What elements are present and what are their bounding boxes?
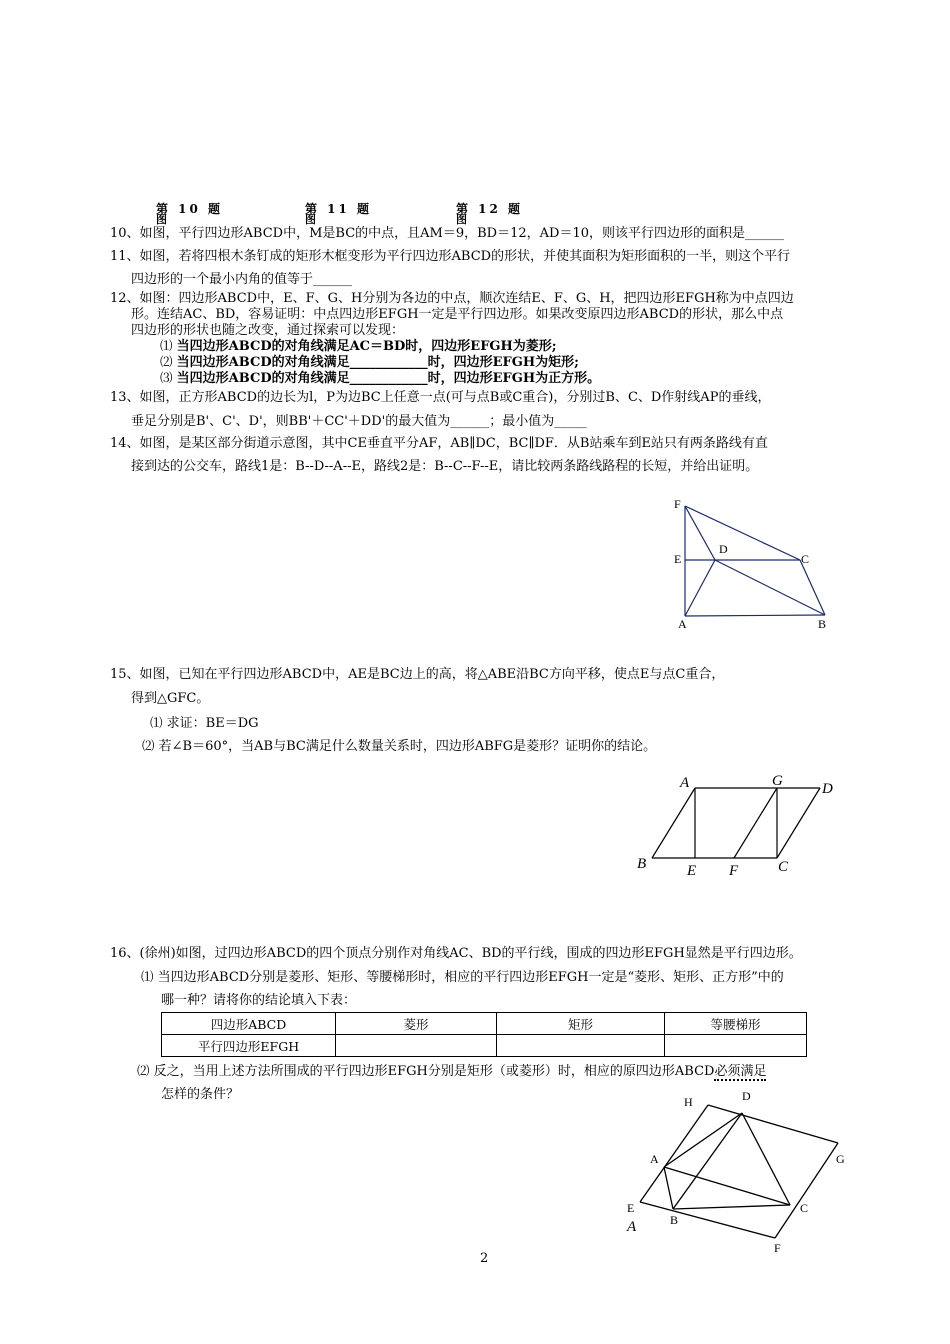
question-14-line-2: 接到达的公交车，路线1是：B--D--A--E，路线2是：B--C--F--E，请比较两条路线路程的长短，并给出证明。 (131, 459, 759, 474)
question-15-line-2: 得到△GFC。 (131, 691, 210, 706)
answer-table (161, 1012, 807, 1057)
question-12-item-2 (160, 354, 579, 371)
question-12-line-3: 四边形的形状也随之改变，通过探索可以发现： (131, 323, 405, 338)
label-E: E (674, 552, 682, 566)
label-A: A (680, 775, 690, 791)
label-E: E (627, 1201, 635, 1215)
part-number: ⑵ (137, 1063, 150, 1078)
question-12-line-1: 12、如图：四边形ABCD中，E、F、G、H分别为各边的中点，顺次连结E、F、G、H，把四边形EFGH称为中点四边 (110, 291, 794, 306)
item-text: 若∠B＝60°，当AB与BC满足什么数量关系时，四边形ABFG是菱形？证明你的结论。 (158, 739, 657, 754)
caption-q12-sub: 图 (456, 213, 467, 226)
question-10: 10、如图，平行四边形ABCD中，M是BC的中点，且AM＝9，BD＝12，AD＝10，则该平行四边形的面积是______ (110, 226, 784, 241)
question-12-item-1 (160, 338, 557, 355)
caption-q10: 第 10 题 图 (156, 202, 224, 226)
label-F: F (774, 1241, 781, 1255)
question-15-line-1: 15、如图，已知在平行四边形ABCD中，AE是BC边上的高，将△ABE沿BC方向平移，使点E与点C重合， (110, 667, 725, 682)
part-number: ⑴ (141, 969, 154, 984)
item-number: ⑶ (160, 370, 173, 385)
item-text: 当四边形ABCD的对角线满足____________时，四边形EFGH为矩形; (176, 355, 579, 370)
part-text: 当四边形ABCD分别是菱形、矩形、等腰梯形时，相应的平行四边形EFGH一定是“菱形、矩形、正方形”中的 (157, 970, 784, 985)
item-number: ⑴ (150, 715, 163, 730)
item-text: 求证：BE＝DG (166, 716, 259, 731)
label-C: C (800, 1201, 809, 1215)
label-A: A (650, 1152, 659, 1166)
table-cell: 矩形 (497, 1013, 665, 1035)
item-number: ⑴ (160, 338, 173, 353)
question-11-line-1: 11、如图，若将四根木条钉成的矩形木框变形为平行四边形ABCD的形状，并使其面积为矩形面积的一半，则这个平行 (110, 249, 791, 264)
emphasis-dots: 必须满足 (714, 1064, 767, 1079)
question-16-part1-line-1 (141, 968, 784, 987)
page-number: 2 (480, 1251, 489, 1266)
label-B: B (637, 856, 647, 872)
label-D: D (742, 1089, 751, 1103)
question-16-part2-line-2: 怎样的条件？ (161, 1087, 240, 1102)
table-cell: 等腰梯形 (665, 1013, 807, 1035)
label-A: A (678, 617, 687, 631)
caption-q11-sub: 图 (305, 213, 316, 226)
question-13-line-1: 13、如图，正方形ABCD的边长为l，P为边BC上任意一点(可与点B或C重合)，分别过B、C、D作射线AP的垂线， (110, 390, 771, 405)
label-A-italic: A (627, 1219, 637, 1235)
figure-q15 (630, 768, 850, 883)
part-text: 反之，当用上述方法所围成的平行四边形EFGH分别是矩形（或菱形）时，相应的原四边形ABCD (153, 1064, 715, 1079)
question-15-item-2 (142, 737, 656, 756)
label-F: F (729, 863, 739, 879)
label-B: B (818, 617, 827, 631)
label-C: C (778, 859, 789, 875)
caption-q10-sub: 图 (156, 213, 167, 226)
question-16-part2-line-1 (137, 1062, 766, 1081)
table-cell: 菱形 (336, 1013, 497, 1035)
figure-q16 (620, 1085, 855, 1260)
answer-cell-rhombus[interactable] (336, 1035, 497, 1057)
caption-q11: 第 11 题 图 (305, 202, 373, 226)
table-row (162, 1013, 807, 1035)
table-cell: 平行四边形EFGH (162, 1035, 336, 1057)
item-number: ⑵ (142, 738, 155, 753)
caption-q12: 第 12 题 图 (456, 202, 524, 226)
question-15-item-1 (150, 714, 259, 733)
answer-cell-isosceles-trapezoid[interactable] (665, 1035, 807, 1057)
label-F: F (674, 497, 681, 511)
question-13-line-2: 垂足分别是B'、C'、D'，则BB'＋CC'＋DD'的最大值为______；最小值为_____ (131, 414, 587, 429)
label-G: G (772, 773, 783, 789)
answer-cell-rectangle[interactable] (497, 1035, 665, 1057)
label-D: D (822, 781, 833, 797)
label-G: G (836, 1152, 845, 1166)
question-16-intro: 16、(徐州)如图，过四边形ABCD的四个顶点分别作对角线AC、BD的平行线，围成的四边形EFGH显然是平行四边形。 (110, 946, 802, 961)
label-E: E (687, 863, 697, 879)
item-text: 当四边形ABCD的对角线满足AC＝BD时，四边形EFGH为菱形; (176, 339, 557, 354)
item-number: ⑵ (160, 354, 173, 369)
figure-q14 (665, 495, 840, 635)
label-B: B (670, 1213, 679, 1227)
label-C: C (801, 552, 810, 566)
question-16-part1-line-2: 哪一种？请将你的结论填入下表： (161, 993, 357, 1008)
label-D: D (719, 542, 728, 556)
label-H: H (684, 1095, 693, 1109)
question-12-item-3 (160, 370, 600, 387)
table-cell: 四边形ABCD (162, 1013, 336, 1035)
question-12-line-2: 形。连结AC、BD，容易证明：中点四边形EFGH一定是平行四边形。如果改变原四边形ABCD的形状，那么中点 (131, 307, 784, 322)
table-row (162, 1035, 807, 1057)
question-14-line-1: 14、如图，是某区部分街道示意图，其中CE垂直平分AF，AB∥DC，BC∥DF．从B站乘车到E站只有两条路线有直 (110, 436, 768, 451)
question-11-line-2: 四边形的一个最小内角的值等于______ (131, 272, 353, 287)
item-text: 当四边形ABCD的对角线满足____________时，四边形EFGH为正方形。 (176, 371, 601, 386)
